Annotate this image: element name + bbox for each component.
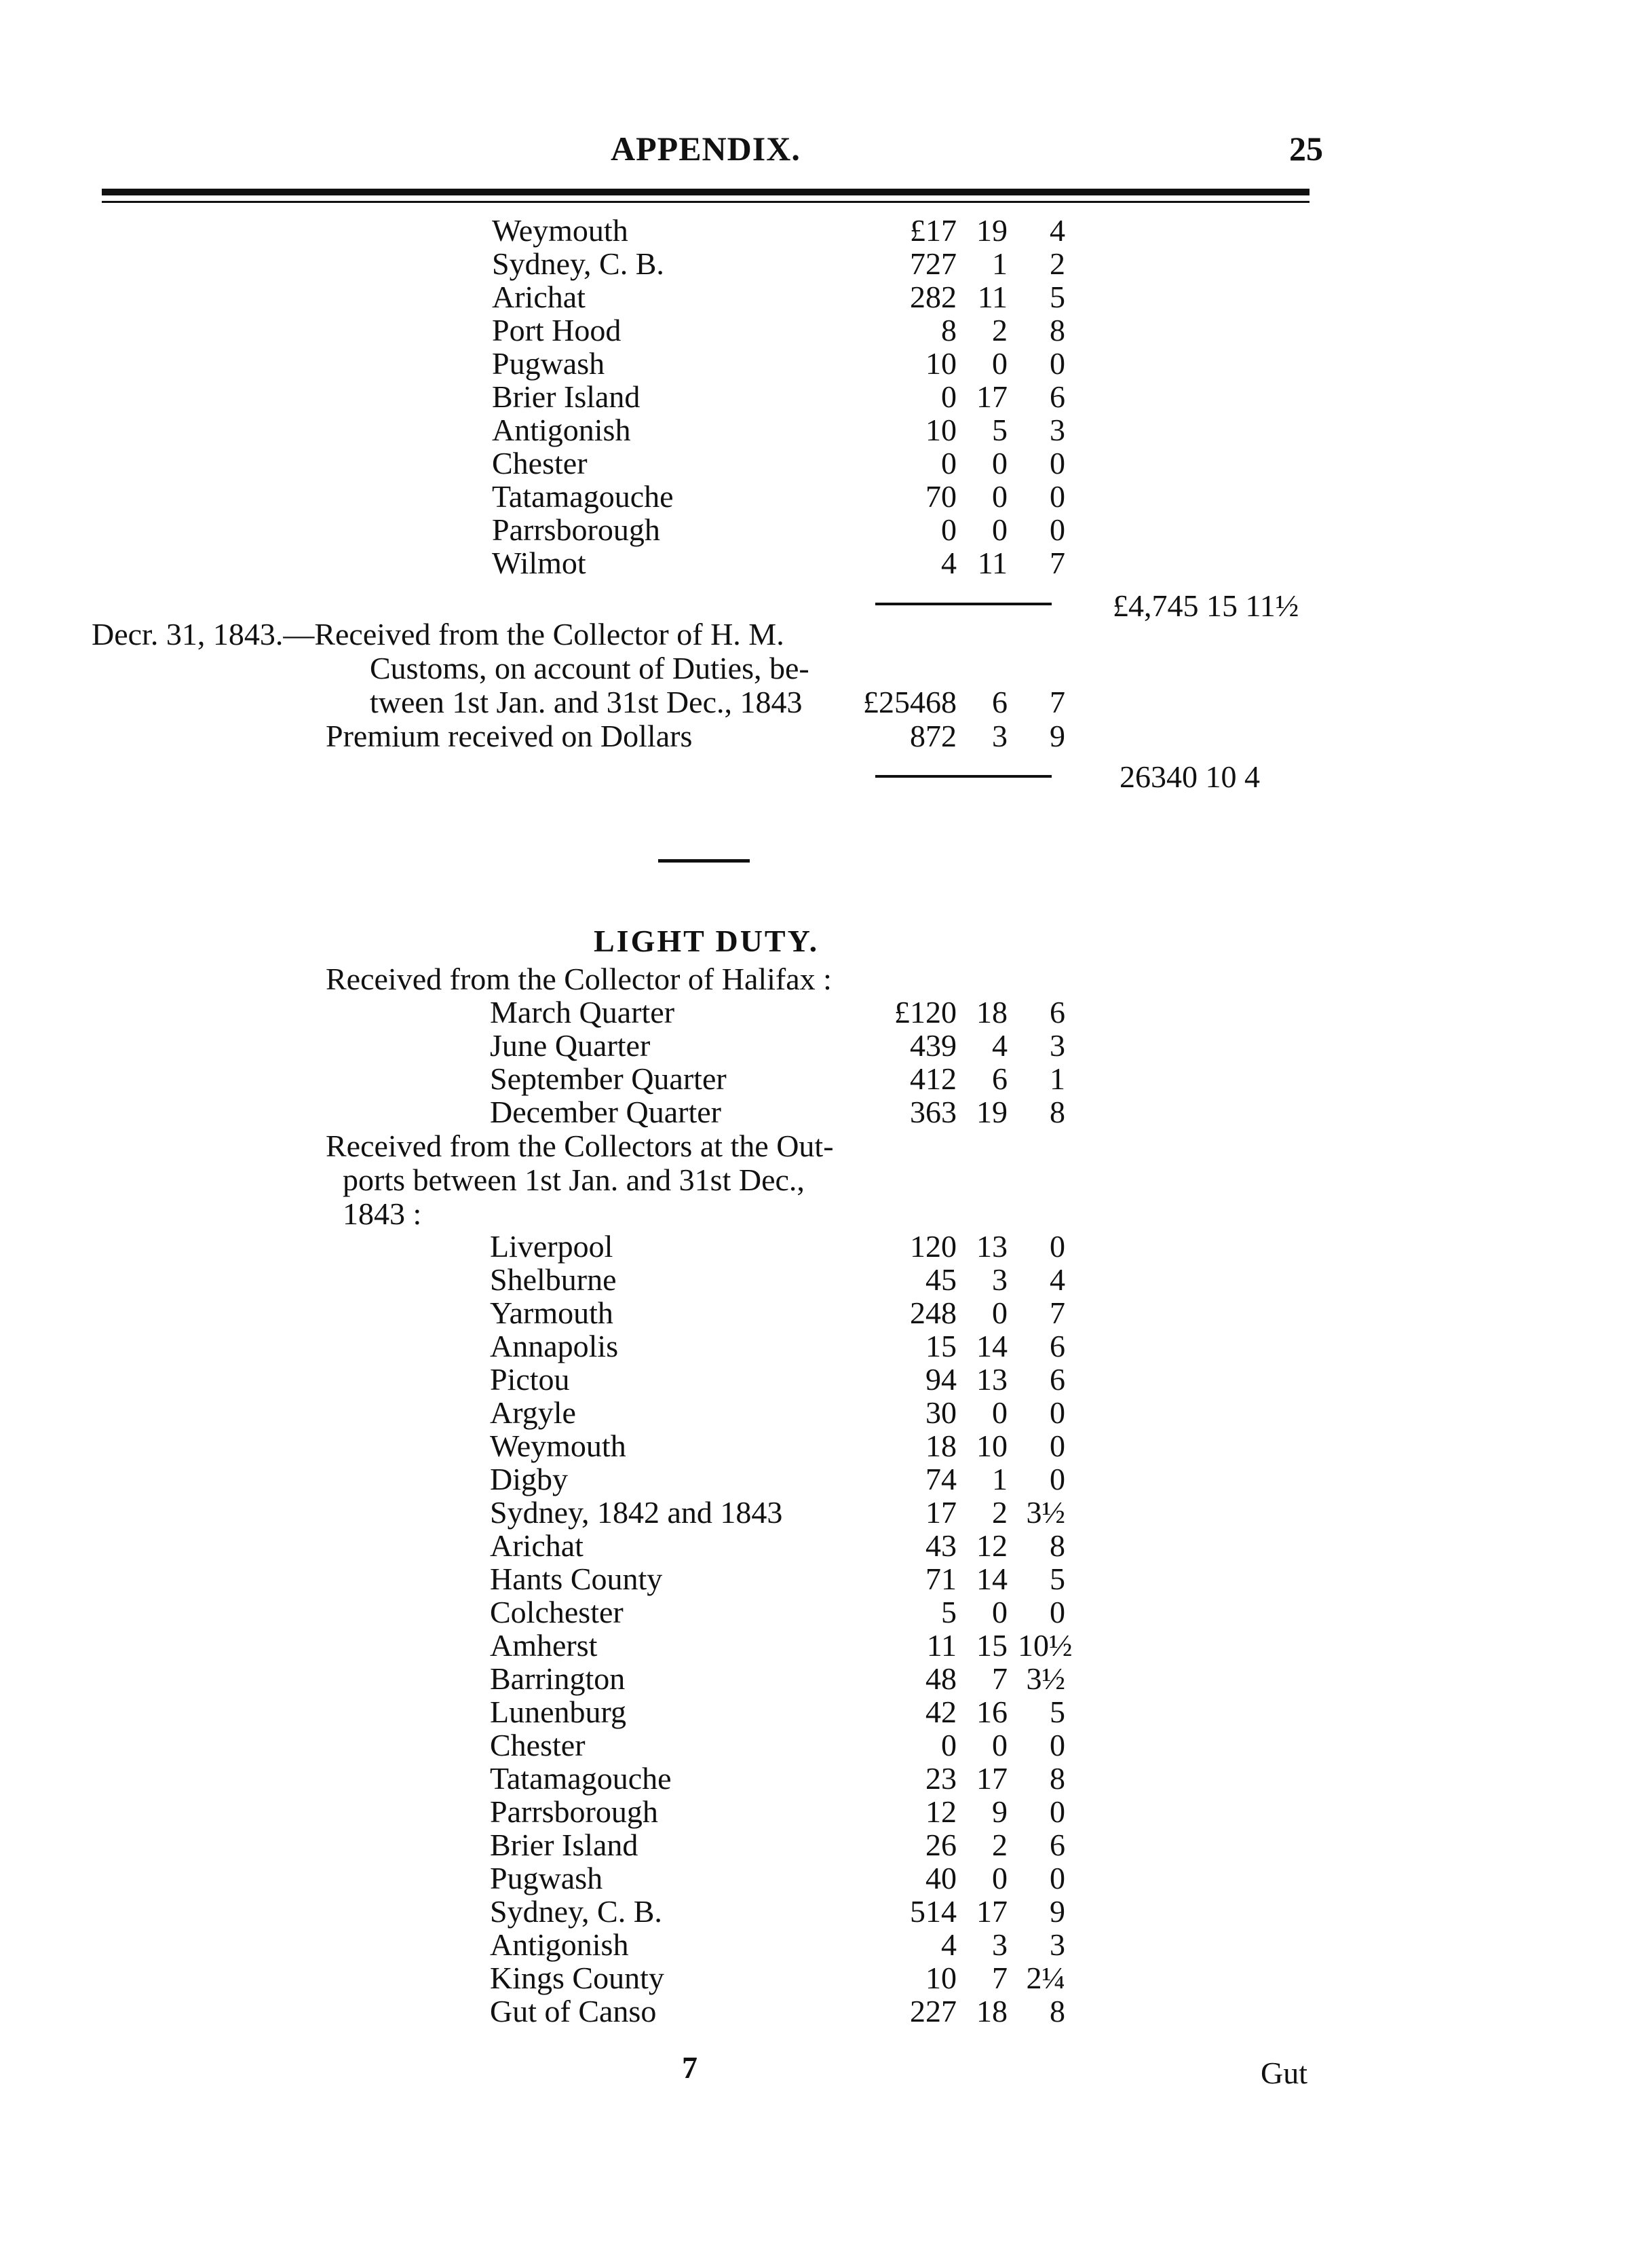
row-pence: 7 — [1050, 546, 1065, 580]
light-duty-heading: LIGHT DUTY. — [594, 924, 820, 958]
row-name: Pugwash — [492, 346, 605, 381]
row-shillings: 13 — [976, 1362, 1008, 1397]
row-shillings: 19 — [976, 213, 1008, 248]
row-pence: 5 — [1050, 1562, 1065, 1596]
premium-sum-rule — [875, 775, 1052, 778]
row-pounds: 71 — [925, 1562, 957, 1596]
row-name: Tatamagouche — [492, 479, 674, 514]
row-pounds: £17 — [910, 213, 957, 248]
row-pence: 8 — [1050, 1095, 1065, 1129]
row-pounds: 4 — [941, 546, 957, 580]
row-pence: 4 — [1050, 213, 1065, 248]
row-pence: 5 — [1050, 1695, 1065, 1729]
row-pounds: 48 — [925, 1661, 957, 1696]
table-row — [0, 1861, 1086, 1895]
header-rule-thin — [102, 201, 1309, 203]
row-pence: 0 — [1050, 1229, 1065, 1264]
row-pence: 0 — [1050, 1728, 1065, 1762]
row-pounds: 10 — [925, 346, 957, 381]
row-shillings: 2 — [992, 313, 1008, 347]
row-pounds: 18 — [925, 1429, 957, 1463]
row-shillings: 3 — [992, 1262, 1008, 1297]
table-row — [0, 1263, 1086, 1297]
row-pence: 3 — [1050, 1028, 1065, 1063]
table-row — [0, 1496, 1086, 1530]
row-name: Shelburne — [490, 1262, 617, 1297]
row-shillings: 4 — [992, 1028, 1008, 1063]
row-name: Sydney, C. B. — [490, 1894, 662, 1929]
row-shillings: 0 — [992, 1395, 1008, 1430]
row-name: Antigonish — [490, 1927, 629, 1962]
table-row — [0, 1795, 1086, 1829]
table-row — [0, 1895, 1086, 1929]
customs-entry-shillings: 6 — [992, 685, 1008, 719]
premium-label: Premium received on Dollars — [326, 719, 693, 753]
premium-row — [326, 719, 1120, 753]
customs-entry-pence: 7 — [1050, 685, 1065, 719]
row-pence: 3½ — [1026, 1495, 1065, 1530]
row-pounds: 0 — [941, 379, 957, 414]
row-shillings: 0 — [992, 479, 1008, 514]
table-row — [0, 1329, 1086, 1363]
row-pounds: 0 — [941, 446, 957, 480]
row-shillings: 17 — [976, 379, 1008, 414]
halifax-intro: Received from the Collector of Halifax : — [326, 962, 832, 996]
table-row — [0, 1595, 1086, 1629]
row-shillings: 0 — [992, 346, 1008, 381]
row-pence: 0 — [1050, 446, 1065, 480]
row-pounds: 12 — [925, 1794, 957, 1829]
row-name: Chester — [490, 1728, 586, 1762]
row-pence: 7 — [1050, 1296, 1065, 1330]
row-shillings: 14 — [976, 1329, 1008, 1363]
row-shillings: 2 — [992, 1495, 1008, 1530]
row-pence: 1 — [1050, 1061, 1065, 1096]
row-shillings: 3 — [992, 1927, 1008, 1962]
outports-intro-line-3: 1843 : — [343, 1196, 422, 1231]
row-name: Arichat — [492, 280, 586, 314]
row-pence: 3 — [1050, 413, 1065, 447]
row-shillings: 0 — [992, 1861, 1008, 1895]
table-row — [0, 1029, 1086, 1063]
customs-entry-line-2: Customs, on account of Duties, be- — [370, 651, 809, 685]
table-row — [0, 347, 1086, 381]
signature-mark: 7 — [682, 2050, 697, 2085]
row-pence: 8 — [1050, 1994, 1065, 2028]
row-shillings: 10 — [976, 1429, 1008, 1463]
table-row — [0, 214, 1086, 248]
customs-entry-total: 26340 10 4 — [1120, 759, 1260, 794]
row-name: Lunenburg — [490, 1695, 627, 1729]
row-pence: 0 — [1050, 1861, 1065, 1895]
header-rule-thick — [102, 189, 1309, 195]
row-pounds: 23 — [925, 1761, 957, 1796]
table-row — [0, 1928, 1086, 1962]
row-name: June Quarter — [490, 1028, 651, 1063]
row-name: Tatamagouche — [490, 1761, 672, 1796]
table-row — [0, 1296, 1086, 1330]
row-pence: 6 — [1050, 1362, 1065, 1397]
page-header-title: APPENDIX. — [611, 130, 801, 168]
row-pence: 0 — [1050, 1395, 1065, 1430]
row-shillings: 2 — [992, 1828, 1008, 1862]
premium-shillings: 3 — [992, 719, 1008, 753]
row-name: Port Hood — [492, 313, 622, 347]
table-row — [0, 1429, 1086, 1463]
row-pounds: 248 — [910, 1296, 957, 1330]
row-pounds: 15 — [925, 1329, 957, 1363]
row-name: Antigonish — [492, 413, 631, 447]
row-pounds: 43 — [925, 1528, 957, 1563]
row-pounds: 4 — [941, 1927, 957, 1962]
row-name: Pictou — [490, 1362, 570, 1397]
table-row — [0, 1961, 1086, 1995]
customs-entry-line-1: Decr. 31, 1843.—Received from the Collector of H. M. — [92, 617, 784, 651]
table-row — [0, 1363, 1086, 1397]
row-shillings: 12 — [976, 1528, 1008, 1563]
row-pence: 0 — [1050, 1462, 1065, 1496]
row-name: Kings County — [490, 1961, 664, 1995]
row-pence: 4 — [1050, 1262, 1065, 1297]
row-pounds: £120 — [894, 995, 957, 1029]
table-row — [0, 480, 1086, 514]
row-pounds: 8 — [941, 313, 957, 347]
table-row — [0, 280, 1086, 314]
row-pounds: 120 — [910, 1229, 957, 1264]
table-row — [0, 513, 1086, 547]
row-name: Amherst — [490, 1628, 598, 1663]
row-name: Sydney, 1842 and 1843 — [490, 1495, 783, 1530]
row-shillings: 14 — [976, 1562, 1008, 1596]
row-pounds: 40 — [925, 1861, 957, 1895]
row-name: Wilmot — [492, 546, 586, 580]
row-pounds: 0 — [941, 1728, 957, 1762]
row-pounds: 74 — [925, 1462, 957, 1496]
table-row — [0, 1462, 1086, 1496]
row-shillings: 1 — [992, 1462, 1008, 1496]
row-name: Colchester — [490, 1595, 624, 1629]
row-pounds: 94 — [925, 1362, 957, 1397]
row-pounds: 26 — [925, 1828, 957, 1862]
row-pence: 6 — [1050, 995, 1065, 1029]
row-pence: 8 — [1050, 313, 1065, 347]
row-pounds: 42 — [925, 1695, 957, 1729]
row-shillings: 5 — [992, 413, 1008, 447]
row-pounds: 30 — [925, 1395, 957, 1430]
row-shillings: 9 — [992, 1794, 1008, 1829]
row-name: Pugwash — [490, 1861, 603, 1895]
table-row — [0, 1629, 1086, 1663]
row-pence: 10½ — [1018, 1628, 1073, 1663]
row-shillings: 7 — [992, 1961, 1008, 1995]
premium-pence: 9 — [1050, 719, 1065, 753]
row-shillings: 11 — [977, 280, 1008, 314]
row-pence: 0 — [1050, 479, 1065, 514]
row-name: Parrsborough — [492, 512, 660, 547]
row-name: March Quarter — [490, 995, 675, 1029]
row-pounds: 363 — [910, 1095, 957, 1129]
table-row — [0, 546, 1086, 580]
row-pounds: 439 — [910, 1028, 957, 1063]
row-pence: 9 — [1050, 1894, 1065, 1929]
customs-entry-pounds: £25468 — [863, 685, 957, 719]
row-shillings: 0 — [992, 512, 1008, 547]
row-name: Weymouth — [490, 1429, 626, 1463]
customs-entry-line-3-text: tween 1st Jan. and 31st Dec., 1843 — [370, 685, 803, 719]
customs-outports-total: £4,745 15 11½ — [1113, 588, 1299, 623]
row-pence: 0 — [1050, 346, 1065, 381]
table-row — [0, 447, 1086, 480]
customs-sum-rule — [875, 603, 1052, 605]
table-row — [0, 1095, 1086, 1129]
outports-intro-line-2: ports between 1st Jan. and 31st Dec., — [343, 1163, 805, 1197]
row-name: Yarmouth — [490, 1296, 613, 1330]
row-name: Brier Island — [490, 1828, 638, 1862]
row-shillings: 16 — [976, 1695, 1008, 1729]
outports-intro-line-1: Received from the Collectors at the Out- — [326, 1129, 834, 1163]
row-pounds: 227 — [910, 1994, 957, 2028]
row-pounds: 45 — [925, 1262, 957, 1297]
row-shillings: 15 — [976, 1628, 1008, 1663]
table-row — [0, 314, 1086, 347]
table-row — [0, 413, 1086, 447]
table-row — [0, 1762, 1086, 1796]
premium-pounds: 872 — [910, 719, 957, 753]
row-pence: 0 — [1050, 1794, 1065, 1829]
row-shillings: 0 — [992, 1595, 1008, 1629]
row-name: Gut of Canso — [490, 1994, 657, 2028]
row-name: Weymouth — [492, 213, 628, 248]
row-pence: 0 — [1050, 1429, 1065, 1463]
row-pounds: 10 — [925, 1961, 957, 1995]
row-pence: 2 — [1050, 246, 1065, 281]
row-name: Digby — [490, 1462, 568, 1496]
row-pounds: 10 — [925, 413, 957, 447]
row-name: Liverpool — [490, 1229, 613, 1264]
row-shillings: 18 — [976, 995, 1008, 1029]
row-shillings: 6 — [992, 1061, 1008, 1096]
row-pence: 2¼ — [1026, 1961, 1065, 1995]
row-pence: 6 — [1050, 1329, 1065, 1363]
row-pounds: 282 — [910, 280, 957, 314]
table-row — [0, 1662, 1086, 1696]
row-pence: 6 — [1050, 1828, 1065, 1862]
row-shillings: 0 — [992, 1728, 1008, 1762]
row-name: Sydney, C. B. — [492, 246, 664, 281]
row-shillings: 19 — [976, 1095, 1008, 1129]
section-separator — [658, 859, 750, 863]
table-row — [0, 247, 1086, 281]
row-name: December Quarter — [490, 1095, 721, 1129]
row-name: Hants County — [490, 1562, 663, 1596]
row-shillings: 13 — [976, 1229, 1008, 1264]
row-shillings: 1 — [992, 246, 1008, 281]
table-row — [0, 1728, 1086, 1762]
row-name: Parrsborough — [490, 1794, 658, 1829]
row-pence: 6 — [1050, 379, 1065, 414]
row-shillings: 0 — [992, 1296, 1008, 1330]
table-row — [0, 1995, 1086, 2028]
row-shillings: 0 — [992, 446, 1008, 480]
row-pence: 3 — [1050, 1927, 1065, 1962]
row-name: Argyle — [490, 1395, 576, 1430]
row-shillings: 11 — [977, 546, 1008, 580]
table-row — [0, 1828, 1086, 1862]
row-pounds: 5 — [941, 1595, 957, 1629]
table-row — [0, 380, 1086, 414]
row-pounds: 514 — [910, 1894, 957, 1929]
table-row — [0, 1695, 1086, 1729]
table-row — [0, 1529, 1086, 1563]
row-name: Chester — [492, 446, 588, 480]
row-name: Barrington — [490, 1661, 626, 1696]
table-row — [0, 996, 1086, 1029]
row-pence: 0 — [1050, 512, 1065, 547]
row-pounds: 11 — [926, 1628, 957, 1663]
row-shillings: 17 — [976, 1761, 1008, 1796]
row-pounds: 0 — [941, 512, 957, 547]
row-pounds: 412 — [910, 1061, 957, 1096]
customs-entry-line-3 — [370, 685, 1116, 719]
row-pence: 5 — [1050, 280, 1065, 314]
table-row — [0, 1062, 1086, 1096]
page-number: 25 — [1289, 130, 1323, 168]
row-name: Arichat — [490, 1528, 584, 1563]
row-pence: 0 — [1050, 1595, 1065, 1629]
row-pounds: 70 — [925, 479, 957, 514]
row-pence: 8 — [1050, 1761, 1065, 1796]
row-name: September Quarter — [490, 1061, 727, 1096]
row-pence: 8 — [1050, 1528, 1065, 1563]
row-shillings: 7 — [992, 1661, 1008, 1696]
row-shillings: 18 — [976, 1994, 1008, 2028]
catchword: Gut — [1261, 2056, 1307, 2090]
table-row — [0, 1230, 1086, 1264]
table-row — [0, 1396, 1086, 1430]
row-pounds: 17 — [925, 1495, 957, 1530]
table-row — [0, 1562, 1086, 1596]
row-shillings: 17 — [976, 1894, 1008, 1929]
row-name: Annapolis — [490, 1329, 619, 1363]
row-name: Brier Island — [492, 379, 641, 414]
row-pounds: 727 — [910, 246, 957, 281]
row-pence: 3½ — [1026, 1661, 1065, 1696]
